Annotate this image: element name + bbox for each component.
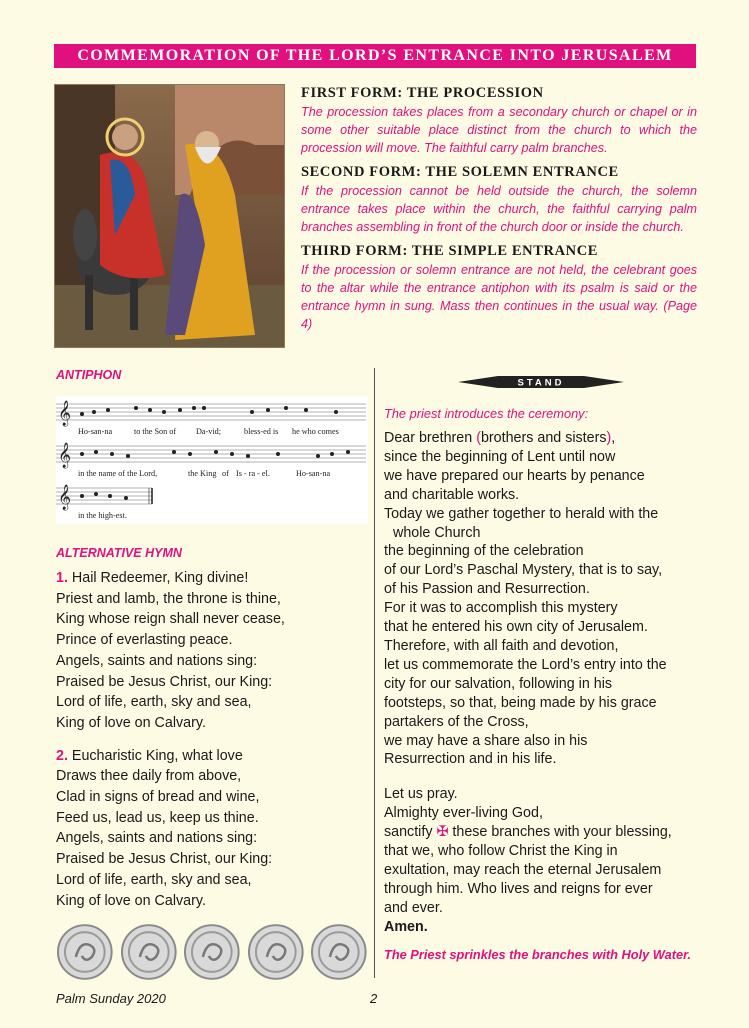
hymn-line: Praised be Jesus Christ, our King: [56, 851, 273, 868]
address-line: we have prepared our hearts by penance [384, 467, 645, 484]
address-line: let us commemorate the Lord’s entry into the [384, 656, 667, 673]
score-lyric: the King [188, 469, 217, 478]
procession-forms [301, 84, 697, 339]
palm-sunday-painting [54, 84, 285, 348]
address-line: city for our salvation, following in his [384, 675, 613, 692]
address-line: the beginning of the celebration [384, 543, 584, 560]
score-lyric: Ho-san-na [296, 469, 331, 478]
blessing-prayer [384, 785, 698, 936]
hymn-line: Feed us, lead us, keep us thine. [56, 809, 259, 826]
prayer-line: sanctify ✠ these branches with your blessing, [384, 824, 672, 841]
hymn-text [56, 568, 368, 911]
hymn-line: Lord of life, earth, sky and sea, [56, 694, 252, 711]
column-divider [374, 368, 375, 978]
prayer-line: and ever. [384, 899, 443, 916]
hymn-line: Clad in signs of bread and wine, [56, 789, 260, 806]
address-line: partakers of the Cross, [384, 713, 529, 730]
hymn-stanza [56, 746, 368, 912]
hymn-line: Praised be Jesus Christ, our King: [56, 673, 273, 690]
form-rubric: If the procession cannot be held outside the church, the solemn entrance takes place within the church, the faithful carrying palm branches assembling in front of the church door or inside the church. [301, 184, 697, 234]
address-line: Resurrection and in his life. [384, 751, 557, 768]
medallion-icon [56, 923, 114, 981]
hymn-line: Lord of life, earth, sky and sea, [56, 871, 252, 888]
priest-address [384, 429, 698, 769]
form-heading: THIRD FORM: THE SIMPLE ENTRANCE [301, 243, 599, 259]
svg-text:𝄞: 𝄞 [58, 484, 72, 509]
form-rubric: If the procession or solemn entrance are not held, the celebrant goes to the altar while the entrance antiphon with its psalm is said or the entrance hymn in sung. Mass then continues in the usual way. (Page 4) [301, 263, 697, 331]
cross-icon: ✠ [436, 824, 449, 841]
prayer-line: Let us pray. [384, 786, 458, 803]
address-line: whole Church [393, 524, 481, 541]
sprinkling-rubric: The Priest sprinkles the branches with Holy Water. [384, 946, 691, 962]
medallion-icon [310, 923, 368, 981]
hymn-line: Angels, saints and nations sing: [56, 830, 258, 847]
left-column [56, 368, 368, 981]
page-number: 2 [370, 991, 378, 1006]
decorative-medallions [56, 923, 368, 981]
hymn-line: Draws thee daily from above, [56, 768, 242, 785]
antiphon-label: ANTIPHON [56, 368, 122, 382]
antiphon-music-score [56, 396, 368, 524]
footer-title: Palm Sunday 2020 [56, 991, 166, 1006]
medallion-icon [120, 923, 178, 981]
address-line: footsteps, so that, being made by his grace [384, 694, 657, 711]
form-rubric: The procession takes places from a secondary church or chapel or in some other suitable place distinct from the church to which the procession will move. The faithful carry palm branches. [301, 105, 697, 155]
address-line: For it was to accomplish this mystery [384, 600, 618, 617]
right-column [384, 368, 698, 963]
hymn-line: Hail Redeemer, King divine! [71, 570, 249, 586]
address-line: that he entered his own city of Jerusalem. [384, 619, 648, 636]
intro-rubric: The priest introduces the ceremony: [384, 406, 589, 421]
address-line: since the beginning of Lent until now [384, 448, 616, 465]
prayer-line: that we, who follow Christ the King in [384, 843, 618, 860]
score-lyric: in the high-est. [78, 511, 127, 520]
score-lyric: in the name of the Lord, [78, 469, 158, 478]
hymn-line: Angels, saints and nations sing: [56, 652, 258, 669]
score-lyric: Is - ra - el. [236, 469, 270, 478]
stanza-number: 1. [56, 570, 68, 586]
address-line: of our Lord’s Paschal Mystery, that is to say, [384, 562, 663, 579]
address-line: we may have a share also in his [384, 732, 588, 749]
hymn-line: King whose reign shall never cease, [56, 611, 285, 628]
stand-label: STAND [517, 377, 565, 388]
hymn-line: Priest and lamb, the throne is thine, [56, 590, 281, 607]
form-heading: SECOND FORM: THE SOLEMN ENTRANCE [301, 164, 619, 180]
svg-text:𝄞: 𝄞 [58, 442, 72, 467]
address-line: Dear brethren (brothers and sisters), [384, 430, 616, 446]
hymn-line: Prince of everlasting peace. [56, 632, 233, 649]
score-lyric: to the Son of [134, 427, 177, 436]
form-heading: FIRST FORM: THE PROCESSION [301, 85, 544, 101]
page-banner: COMMEMORATION OF THE LORD’S ENTRANCE INTO JERUSALEM [54, 44, 696, 68]
prayer-line: through him. Who lives and reigns for ever [384, 880, 653, 897]
score-lyric: Ho-san-na [78, 427, 113, 436]
medallion-icon [183, 923, 241, 981]
prayer-line: Almighty ever-living God, [384, 805, 543, 822]
svg-text:𝄞: 𝄞 [58, 400, 72, 425]
amen-response: Amen. [384, 918, 428, 935]
address-line: Therefore, with all faith and devotion, [384, 637, 619, 654]
score-lyric: of [222, 469, 229, 478]
prayer-line: exultation, may reach the eternal Jerusalem [384, 861, 662, 878]
hymn-line: King of love on Calvary. [56, 714, 206, 731]
stanza-number: 2. [56, 747, 68, 764]
address-line: Today we gather together to herald with the [384, 505, 659, 522]
hymn-line: Eucharistic King, what love [71, 747, 243, 764]
address-line: of his Passion and Resurrection. [384, 581, 590, 598]
hymn-line: King of love on Calvary. [56, 892, 206, 909]
stand-indicator [384, 376, 698, 388]
score-lyric: he who comes [292, 427, 339, 436]
address-line: and charitable works. [384, 486, 520, 503]
score-lyric: Da-vid; [196, 427, 222, 436]
score-lyric: bless-ed is [244, 427, 279, 436]
medallion-icon [247, 923, 305, 981]
hymn-label: ALTERNATIVE HYMN [56, 546, 182, 560]
hymn-stanza [56, 568, 368, 734]
